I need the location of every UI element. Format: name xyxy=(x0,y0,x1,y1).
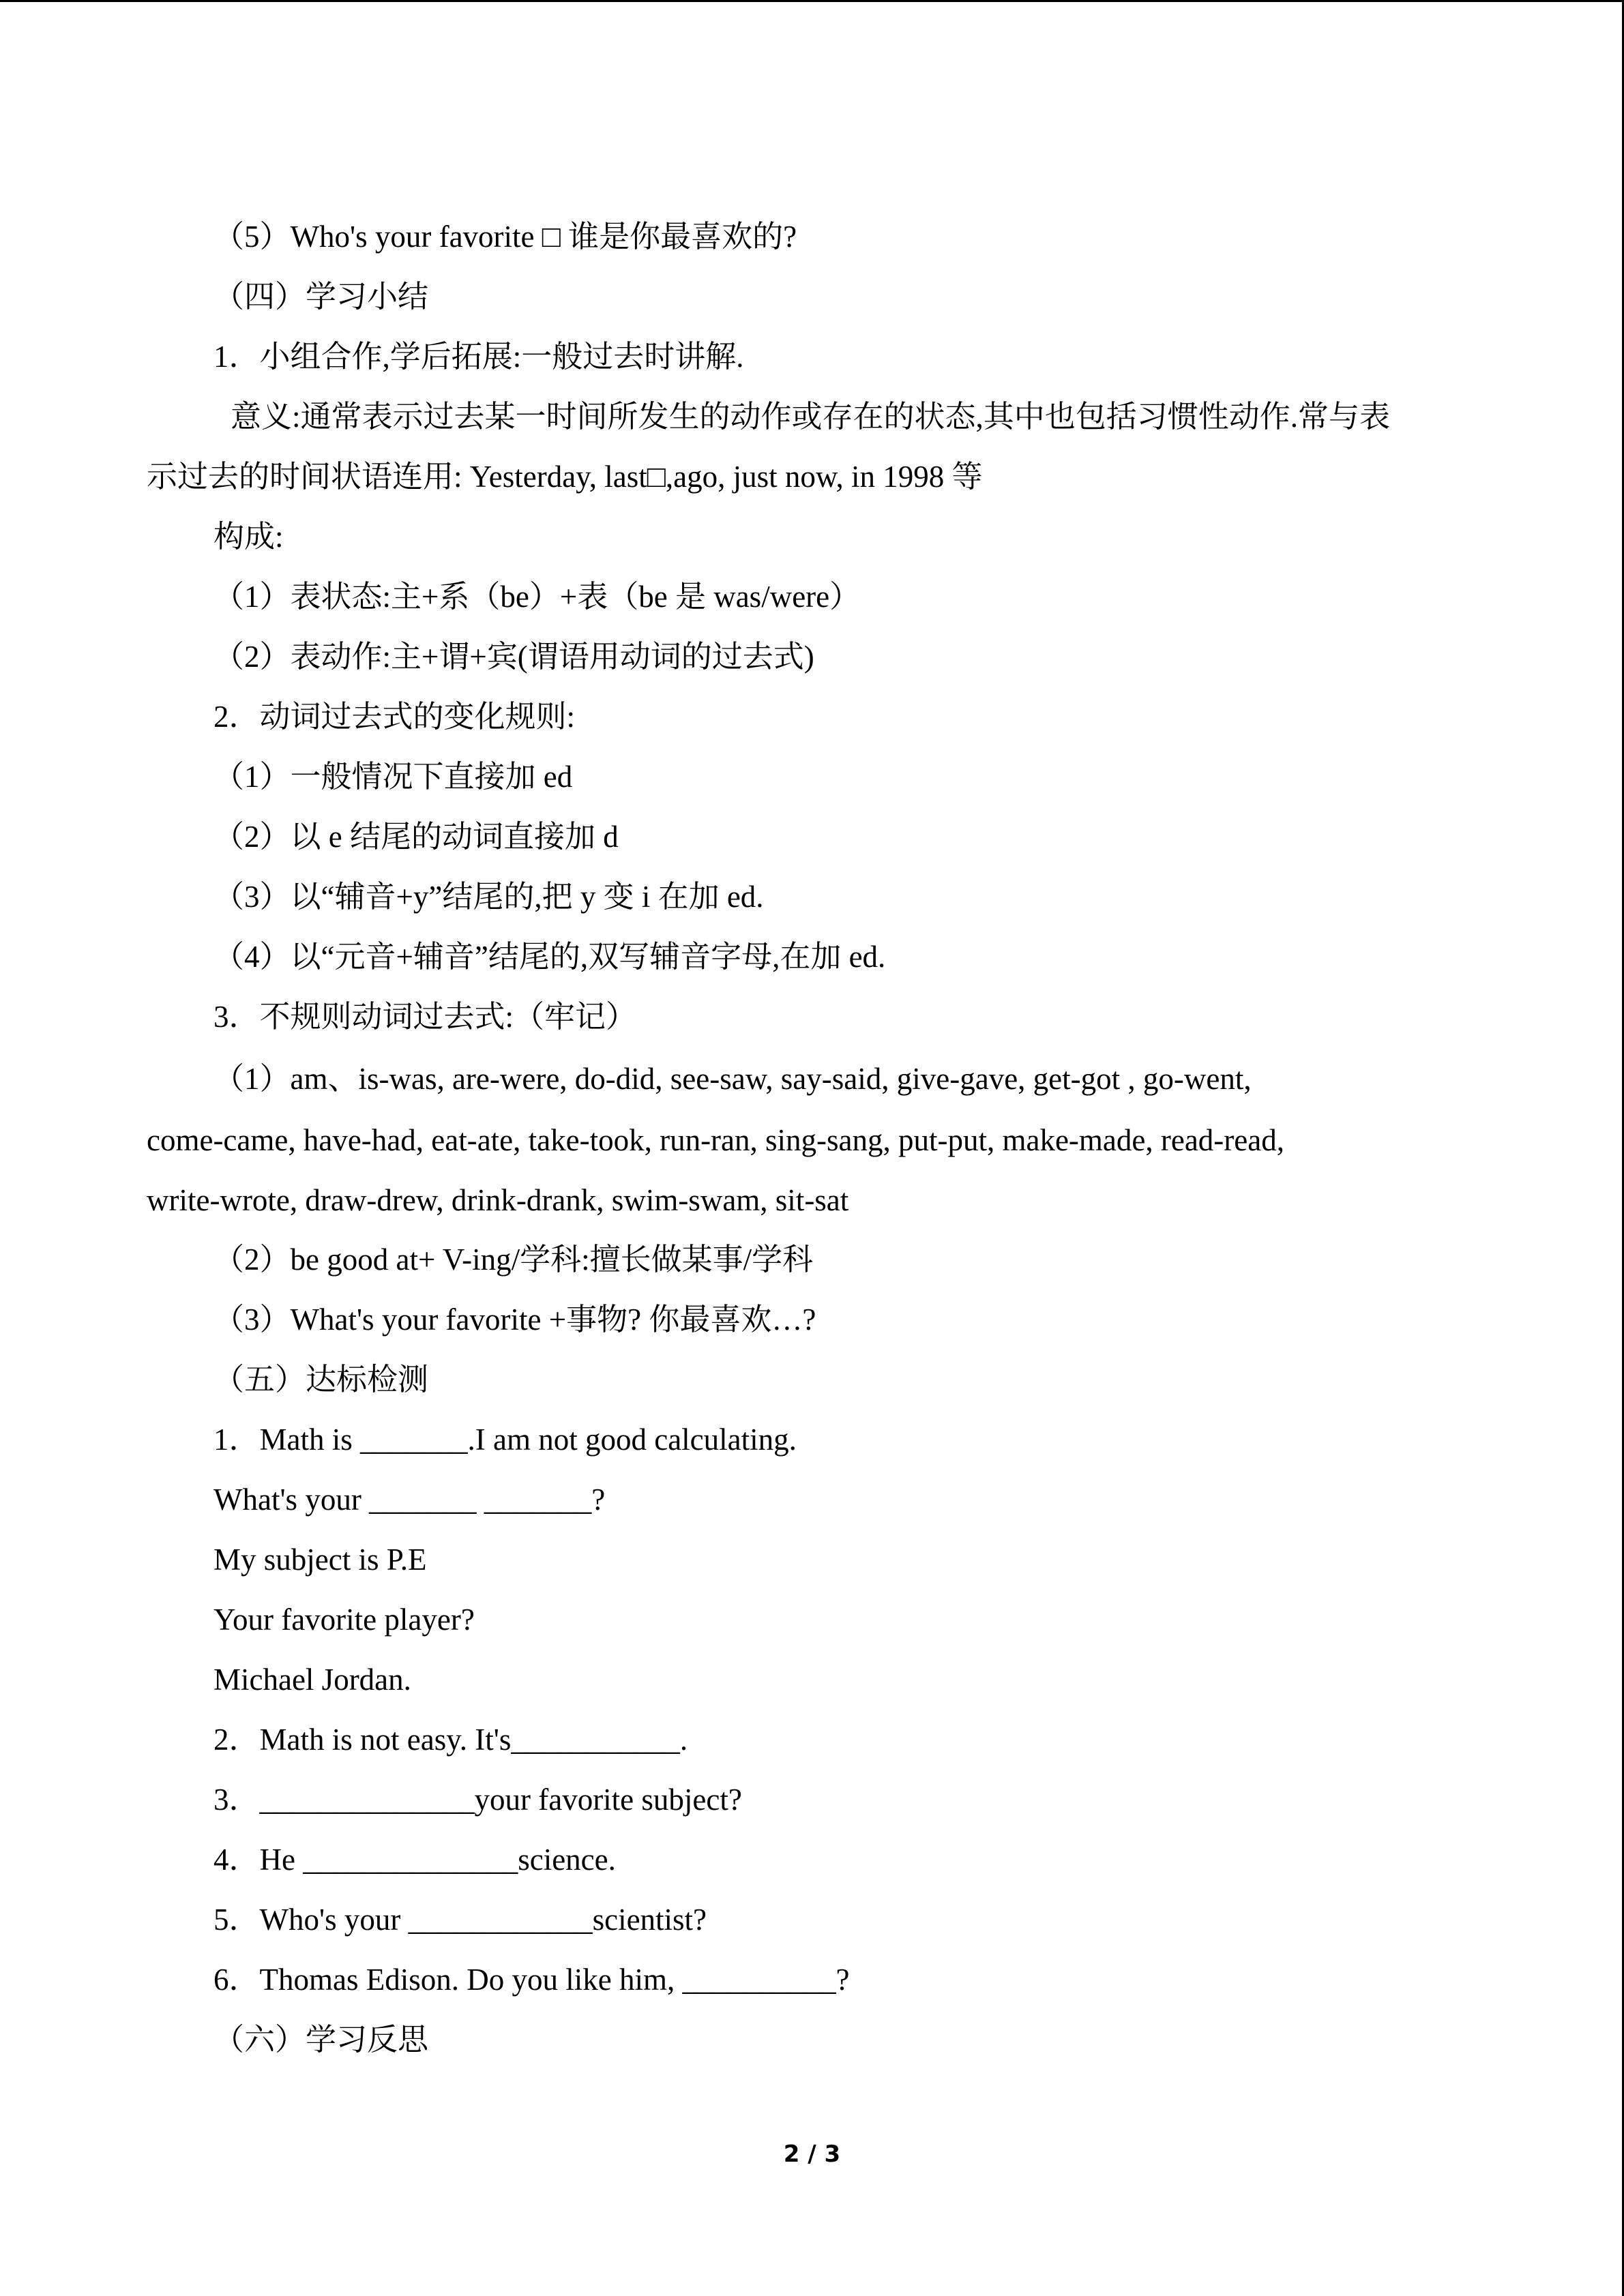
section-heading: （五）达标检测 xyxy=(213,1362,429,1397)
section-heading: （四）学习小结 xyxy=(213,280,429,314)
text-line: 2．动词过去式的变化规则: xyxy=(213,700,576,734)
text-line: （3）What's your favorite +事物? 你最喜欢…? xyxy=(213,1302,816,1337)
exercise-line: Your favorite player? xyxy=(213,1602,475,1637)
text-line: 1．小组合作,学后拓展:一般过去时讲解. xyxy=(213,340,744,374)
exercise-line: 5．Who's your ____________scientist? xyxy=(213,1903,707,1937)
text-line: （3）以“辅音+y”结尾的,把 y 变 i 在加 ed. xyxy=(213,880,764,914)
section-heading: （六）学习反思 xyxy=(213,2023,429,2057)
page-number: 2 / 3 xyxy=(783,2141,841,2168)
verb-list-line: come-came, have-had, eat-ate, take-took, run-ran, sing-sang, put-put, make-made, read-read, xyxy=(147,1123,1284,1157)
exercise-line: What's your _______ _______? xyxy=(213,1482,606,1517)
verb-list-line: （1）am、is-was, are-were, do-did, see-saw, say-said, give-gave, get-got , go-went, xyxy=(213,1062,1252,1096)
exercise-line: My subject is P.E xyxy=(213,1542,427,1577)
text-line: （4）以“元音+辅音”结尾的,双写辅音字母,在加 ed. xyxy=(213,940,886,974)
exercise-line: Michael Jordan. xyxy=(213,1663,411,1697)
verb-list-line: write-wrote, draw-drew, drink-drank, swim-swam, sit-sat xyxy=(147,1183,849,1217)
exercise-line: 4．He ______________science. xyxy=(213,1843,616,1877)
paragraph-continuation: 示过去的时间状语连用: Yesterday, last□,ago, just now, in 1998 等 xyxy=(147,460,983,494)
text-line: （1）表状态:主+系（be）+表（be 是 was/were） xyxy=(213,580,861,614)
paragraph-first-line: 意义:通常表示过去某一时间所发生的动作或存在的状态,其中也包括习惯性动作.常与表 xyxy=(231,400,1391,434)
text-line: （1）一般情况下直接加 ed xyxy=(213,760,573,794)
text-line: （2）be good at+ V-ing/学科:擅长做某事/学科 xyxy=(213,1242,814,1277)
text-line: （2）表动作:主+谓+宾(谓语用动词的过去式) xyxy=(213,640,814,674)
text-line: （5）Who's your favorite □ 谁是你最喜欢的? xyxy=(213,220,797,254)
exercise-line: 3．______________your favorite subject? xyxy=(213,1783,742,1817)
text-line: （2）以 e 结尾的动词直接加 d xyxy=(213,820,619,854)
exercise-line: 2．Math is not easy. It's___________. xyxy=(213,1723,688,1757)
exercise-line: 6．Thomas Edison. Do you like him, __________? xyxy=(213,1963,850,1997)
text-line: 构成: xyxy=(213,520,284,554)
exercise-line: 1．Math is _______.I am not good calculating. xyxy=(213,1422,797,1457)
text-line: 3．不规则动词过去式:（牢记） xyxy=(213,1000,637,1034)
